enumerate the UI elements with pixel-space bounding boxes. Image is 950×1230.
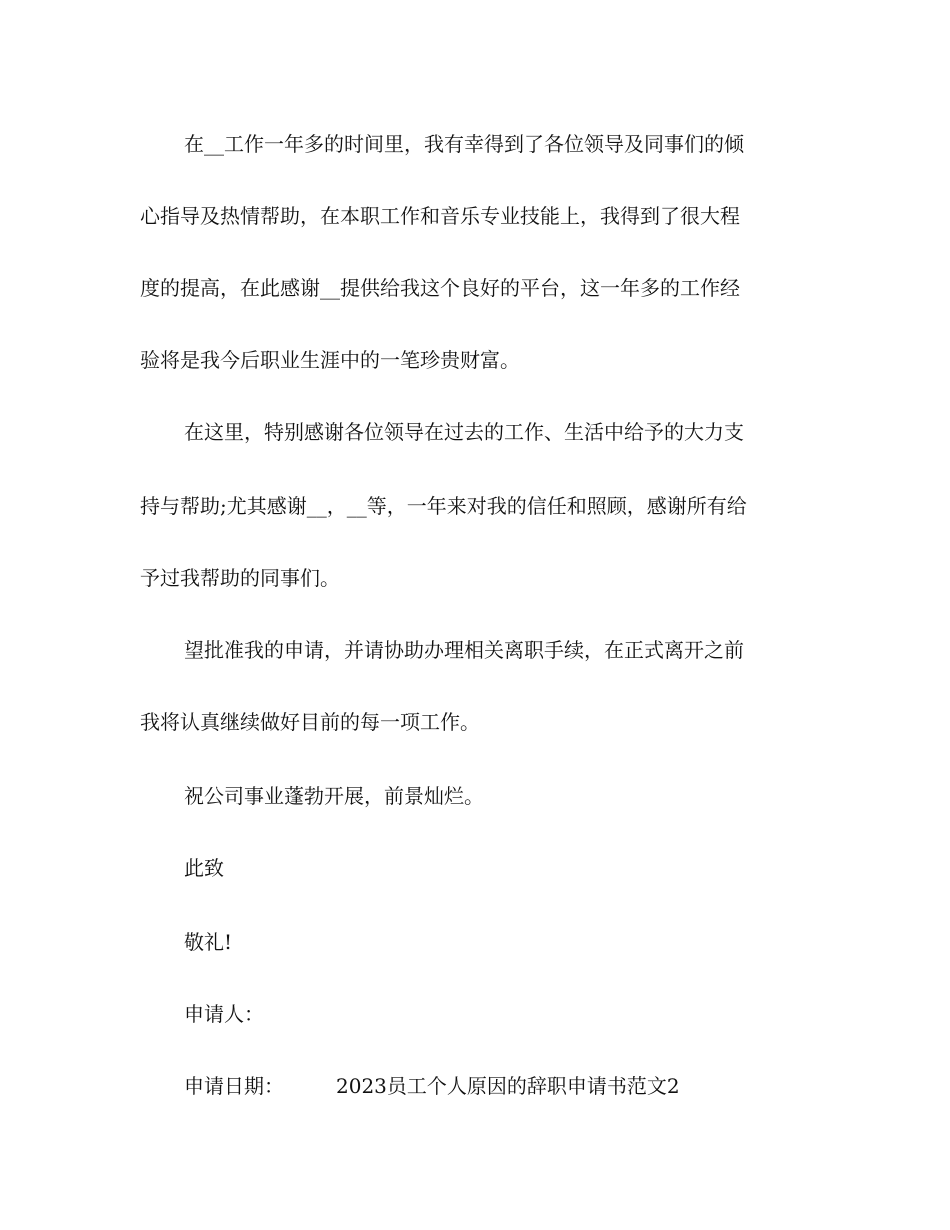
paragraph-1-line-4: 验将是我今后职业生涯中的一笔珍贵财富。	[140, 348, 520, 372]
paragraph-4-line-1: 祝公司事业蓬勃开展，前景灿烂。	[184, 784, 484, 808]
paragraph-3-line-1: 望批准我的申请，并请协助办理相关离职手续，在正式离开之前	[184, 638, 744, 662]
date-label: 申请日期：	[184, 1074, 284, 1098]
salutation-line-1: 此致	[184, 856, 224, 880]
next-document-title: 2023员工个人原因的辞职申请书范文2	[336, 1074, 680, 1098]
salutation-line-2: 敬礼!	[184, 930, 233, 954]
applicant-label: 申请人：	[184, 1002, 264, 1026]
paragraph-1-line-3: 度的提高，在此感谢__提供给我这个良好的平台，这一年多的工作经	[140, 276, 740, 300]
paragraph-1-line-1: 在__工作一年多的时间里，我有幸得到了各位领导及同事们的倾	[184, 132, 744, 156]
paragraph-2-line-1: 在这里，特别感谢各位领导在过去的工作、生活中给予的大力支	[184, 420, 744, 444]
paragraph-2-line-3: 予过我帮助的同事们。	[140, 566, 340, 590]
paragraph-3-line-2: 我将认真继续做好目前的每一项工作。	[140, 710, 480, 734]
paragraph-1-line-2: 心指导及热情帮助，在本职工作和音乐专业技能上，我得到了很大程	[140, 204, 740, 228]
paragraph-2-line-2: 持与帮助;尤其感谢__，__等，一年来对我的信任和照顾，感谢所有给	[140, 494, 747, 518]
